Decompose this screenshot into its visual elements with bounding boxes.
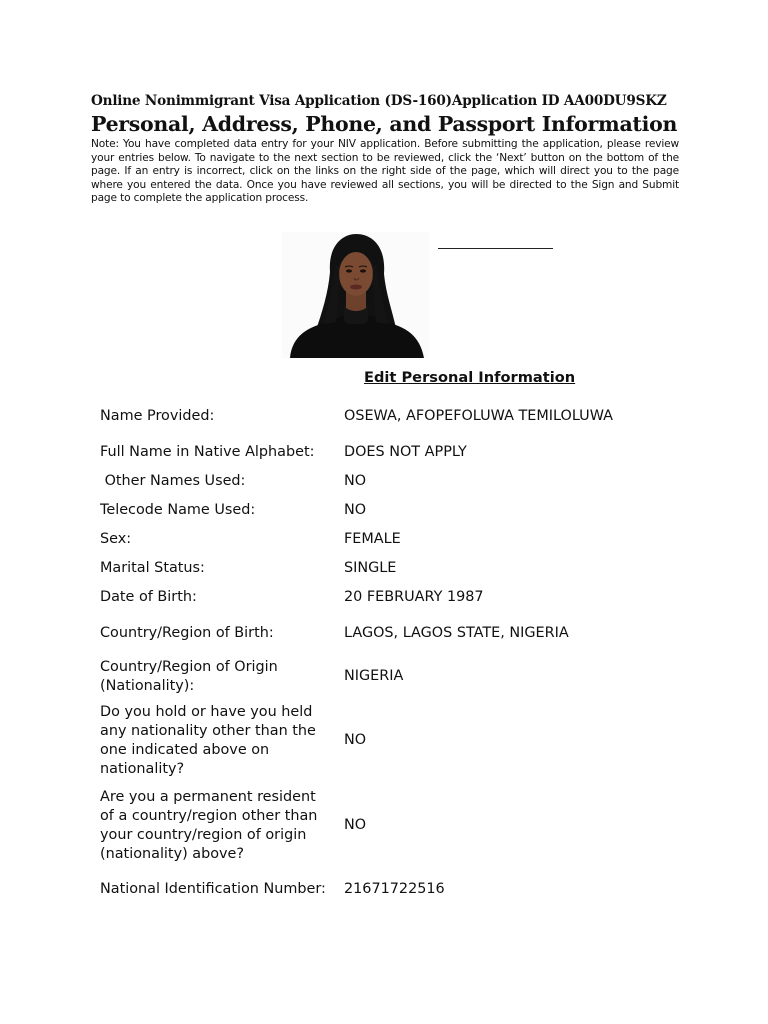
row-label: Date of Birth:	[100, 589, 197, 605]
table-row	[92, 783, 652, 868]
row-label: Sex:	[100, 531, 132, 547]
row-label: Telecode Name Used:	[100, 502, 256, 518]
table-row	[92, 496, 652, 525]
row-value: NO	[344, 502, 367, 518]
row-label: Are you a permanent resident of a country/region other than your country/region of origin (nationality) above?	[100, 788, 318, 862]
row-value: NIGERIA	[344, 668, 404, 684]
row-label: Country/Region of Origin (Nationality):	[100, 658, 278, 694]
instructions-note: Note: You have completed data entry for your NIV application. Before submitting the application, please review your entries below. To navigate to the next section to be reviewed, click the ‘Next’ button on the bottom of the page. If an entry is incorrect, click on the links on the right side of the page, which will direct you to the page where you entered the data. Once you have reviewed all sections, you will be directed to the Sign and Submit page to complete the application process.	[91, 138, 679, 204]
row-value: LAGOS, LAGOS STATE, NIGERIA	[344, 625, 569, 641]
row-value: SINGLE	[344, 560, 397, 576]
row-label: National Identification Number:	[100, 881, 326, 897]
table-row	[92, 698, 652, 783]
row-value: FEMALE	[344, 531, 401, 547]
table-row	[92, 612, 652, 655]
row-label: Full Name in Native Alphabet:	[100, 444, 315, 460]
row-label: Other Names Used:	[100, 473, 246, 489]
form-header: Online Nonimmigrant Visa Application (DS-160)Application ID AA00DU9SKZ	[91, 93, 667, 109]
row-label: Name Provided:	[100, 408, 215, 424]
table-row	[92, 583, 652, 612]
row-value: 20 FEBRUARY 1987	[344, 589, 484, 605]
signature-line	[438, 248, 553, 249]
personal-info-table	[92, 395, 652, 911]
table-row	[92, 554, 652, 583]
row-value: DOES NOT APPLY	[344, 444, 467, 460]
table-row	[92, 655, 652, 698]
row-value: NO	[344, 732, 367, 748]
row-value: OSEWA, AFOPEFOLUWA TEMILOLUWA	[344, 408, 613, 424]
row-value: NO	[344, 473, 367, 489]
row-label: Country/Region of Birth:	[100, 625, 274, 641]
table-row	[92, 438, 652, 467]
applicant-photo	[282, 232, 429, 358]
table-row	[92, 395, 652, 438]
row-value: 21671722516	[344, 881, 445, 897]
row-label: Marital Status:	[100, 560, 205, 576]
row-label: Do you hold or have you held any nationality other than the one indicated above on nationality?	[100, 703, 316, 777]
table-row	[92, 525, 652, 554]
row-value: NO	[344, 817, 367, 833]
table-row	[92, 868, 652, 911]
portrait-image	[282, 232, 429, 358]
table-row	[92, 467, 652, 496]
page-title: Personal, Address, Phone, and Passport Information	[91, 112, 678, 136]
edit-personal-information-link[interactable]: Edit Personal Information	[364, 369, 576, 386]
